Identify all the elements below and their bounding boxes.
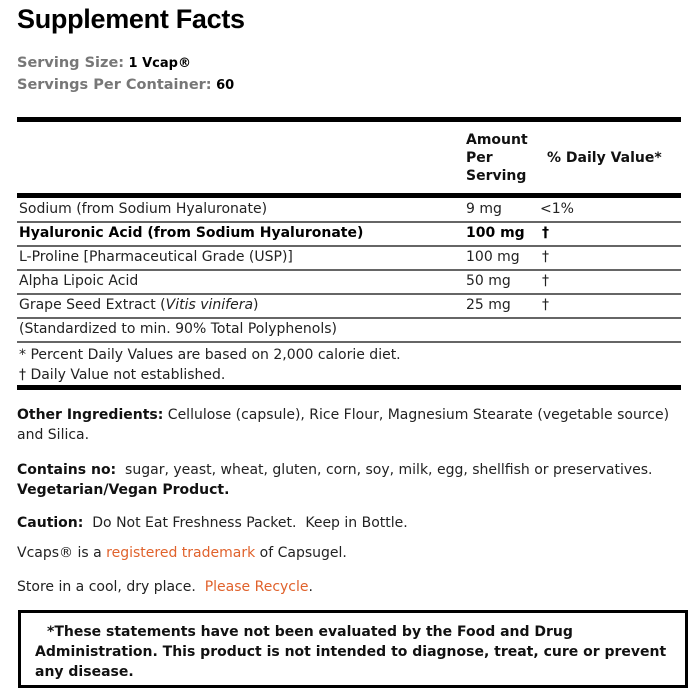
caution-label: Caution: xyxy=(17,515,84,531)
nutrient-name: Hyaluronic Acid (from Sodium Hyaluronate) xyxy=(19,225,364,241)
servings-per-container xyxy=(17,77,234,93)
page-title: Supplement Facts xyxy=(17,4,245,34)
trademark-text: Vcaps® is a xyxy=(17,545,107,561)
latin-name: Vitis vinifera xyxy=(165,297,254,313)
nutrient-amount: 100 mg xyxy=(466,249,520,265)
nutrient-name: Alpha Lipoic Acid xyxy=(19,273,139,289)
registered-trademark-link[interactable]: registered trademark xyxy=(106,545,256,561)
other-ingredients xyxy=(17,405,681,445)
table-row xyxy=(17,294,681,316)
storage-text: Store in a cool, dry place. xyxy=(17,579,205,595)
amount-per-serving-header xyxy=(466,131,528,185)
please-recycle-link[interactable]: Please Recycle xyxy=(204,579,309,595)
nutrient-dv: <1% xyxy=(540,201,574,217)
nutrient-dv: † xyxy=(542,297,549,313)
footnotes xyxy=(19,345,401,385)
header-line: Per xyxy=(466,150,493,166)
divider-thick xyxy=(17,385,681,390)
divider-thick xyxy=(17,117,681,122)
fda-disclaimer-box xyxy=(18,610,688,688)
header-line: Serving xyxy=(466,168,527,184)
nutrient-amount: 25 mg xyxy=(466,297,511,313)
trademark-note xyxy=(17,543,681,563)
nutrient-name: L-Proline [Pharmaceutical Grade (USP)] xyxy=(19,249,293,265)
nutrient-amount: 50 mg xyxy=(466,273,511,289)
servings-per-container-value: 60 xyxy=(216,78,235,93)
storage-note xyxy=(17,577,681,597)
serving-size-label: Serving Size: xyxy=(17,55,125,71)
daily-value-header: % Daily Value* xyxy=(547,150,662,166)
contains-no xyxy=(17,460,681,500)
contains-no-label: Contains no: xyxy=(17,462,117,478)
table-row xyxy=(17,222,681,244)
serving-size xyxy=(17,55,191,71)
footnote-daily-values: * Percent Daily Values are based on 2,000 calorie diet. xyxy=(19,347,401,363)
servings-per-container-label: Servings Per Container: xyxy=(17,77,212,93)
footnote-not-established: † Daily Value not established. xyxy=(19,367,226,383)
table-row xyxy=(17,246,681,268)
divider xyxy=(17,341,681,343)
contains-no-text: sugar, yeast, wheat, gluten, corn, soy, milk, egg, shellfish or preservatives. xyxy=(116,462,662,478)
trademark-text: of Capsugel. xyxy=(255,545,347,561)
other-ingredients-label: Other Ingredients: xyxy=(17,407,164,423)
other-ingredients-text: Cellulose (capsule), Rice Flour, Magnesium Stearate (vegetable source) and Silica. xyxy=(17,407,670,443)
nutrient-dv: † xyxy=(542,225,549,241)
vegan-note: Vegetarian/Vegan Product. xyxy=(17,482,230,498)
fda-disclaimer-text: *These statements have not been evaluated by the Food and Drug Administration. This product is not intended to diagnose, treat, cure or prevent any disease. xyxy=(35,624,667,680)
header-line: Amount xyxy=(466,132,528,148)
nutrient-dv: † xyxy=(542,273,549,289)
nutrient-note: (Standardized to min. 90% Total Polyphenols) xyxy=(19,321,338,337)
table-row xyxy=(17,318,681,340)
nutrient-amount: 100 mg xyxy=(466,225,525,241)
name-text: ) xyxy=(253,297,259,313)
caution-text: Do Not Eat Freshness Packet. Keep in Bottle. xyxy=(83,515,408,531)
serving-size-value: 1 Vcap® xyxy=(128,56,191,71)
caution xyxy=(17,513,681,533)
nutrient-amount: 9 mg xyxy=(466,201,502,217)
table-row xyxy=(17,198,681,220)
nutrient-name xyxy=(19,297,259,313)
nutrient-name: Sodium (from Sodium Hyaluronate) xyxy=(19,201,268,217)
storage-text: . xyxy=(308,579,313,595)
fda-disclaimer xyxy=(21,613,685,682)
nutrient-dv: † xyxy=(542,249,549,265)
name-text: Grape Seed Extract ( xyxy=(19,297,166,313)
table-row xyxy=(17,270,681,292)
